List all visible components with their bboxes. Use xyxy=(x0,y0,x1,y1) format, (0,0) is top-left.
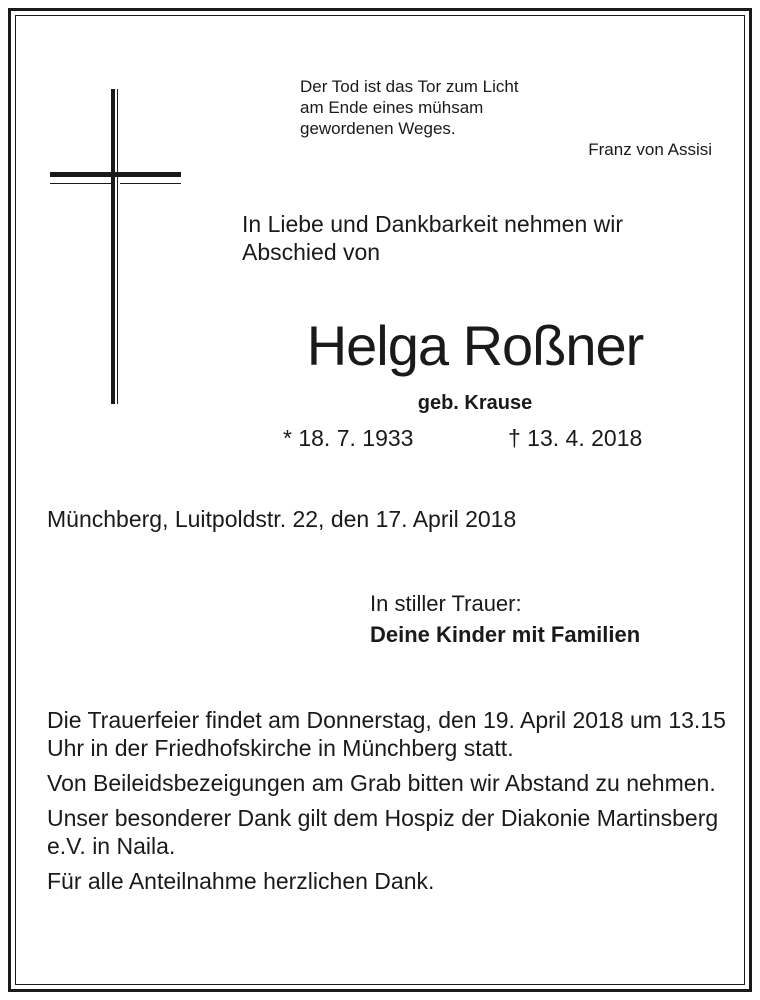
notice-paragraph: Für alle Anteilnahme herzlichen Dank. xyxy=(47,868,435,894)
intro-line: Abschied von xyxy=(242,239,381,265)
quote-line: am Ende eines mühsam xyxy=(300,98,484,117)
intro-line: In Liebe und Dankbarkeit nehmen wir xyxy=(242,211,624,237)
maiden-name: geb. Krause xyxy=(417,392,533,414)
birth-date: * 18. 7. 1933 xyxy=(283,425,414,451)
notice-paragraph: Unser besonderer Dank gilt dem Hospiz der Diakonie Martinsberg e.V. in Naila. xyxy=(47,805,719,859)
cross-bar-icon xyxy=(50,172,181,185)
quote-line: Der Tod ist das Tor zum Licht xyxy=(300,77,519,96)
quote-author: Franz von Assisi xyxy=(588,140,712,159)
mourners-names: Deine Kinder mit Familien xyxy=(370,622,641,647)
location-date: Münchberg, Luitpoldstr. 22, den 17. April 2018 xyxy=(47,506,517,532)
deceased-name: Helga Roßner xyxy=(306,314,644,377)
notice-paragraph: Die Trauerfeier findet am Donnerstag, den 19. April 2018 um 13.15 Uhr in der Friedhofskirche in Münchberg statt. xyxy=(47,707,726,761)
cross-icon xyxy=(111,89,124,404)
mourning-heading: In stiller Trauer: xyxy=(370,591,522,616)
notice-paragraph: Von Beileidsbezeigungen am Grab bitten wir Abstand zu nehmen. xyxy=(47,770,716,796)
intro-text xyxy=(242,210,623,266)
notices-block xyxy=(47,706,727,902)
quote-line: gewordenen Weges. xyxy=(300,119,456,138)
quote-block xyxy=(300,76,712,160)
death-date: † 13. 4. 2018 xyxy=(508,425,643,451)
